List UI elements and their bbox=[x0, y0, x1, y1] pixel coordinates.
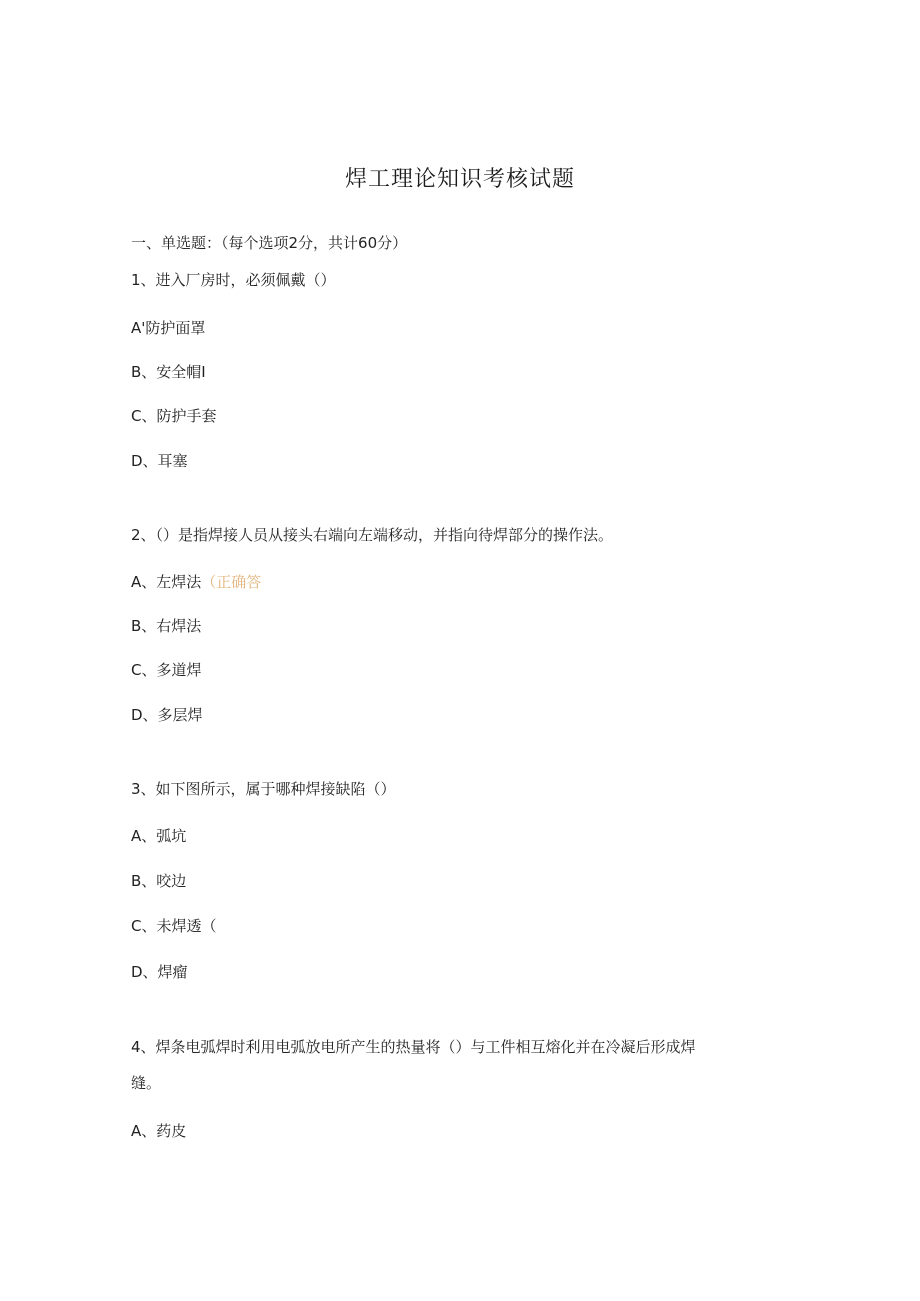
question-4-stem-line-2: 缝。 bbox=[131, 1074, 162, 1092]
question-2-stem: 2、（）是指焊接人员从接头右端向左端移动，并指向待焊部分的操作法。 bbox=[131, 526, 614, 544]
page-title: 焊工理论知识考核试题 bbox=[344, 167, 575, 192]
question-1-option-d: D、耳塞 bbox=[131, 452, 188, 470]
question-3-option-a: A、弧坑 bbox=[131, 827, 187, 845]
question-1-option-a: A'防护面罩 bbox=[131, 319, 206, 337]
question-2-option-a-label: A、左焊法 bbox=[131, 573, 202, 591]
question-2-option-b: B、右焊法 bbox=[131, 617, 202, 635]
section-heading: 一、单选题：（每个选项2分，共计60分） bbox=[131, 234, 408, 252]
question-1-option-b: B、安全帽I bbox=[131, 363, 206, 381]
question-4-stem-line-1: 4、焊条电弧焊时利用电弧放电所产生的热量将（）与工件相互熔化并在冷凝后形成焊 bbox=[131, 1038, 696, 1056]
question-2-option-d: D、多层焊 bbox=[131, 706, 203, 724]
question-2-option-c: C、多道焊 bbox=[131, 661, 202, 679]
question-3-option-d: D、焊瘤 bbox=[131, 963, 188, 981]
question-1-stem: 1、进入厂房时，必须佩戴（） bbox=[131, 271, 336, 289]
question-1-option-c: C、防护手套 bbox=[131, 407, 217, 425]
correct-answer-mark: （正确答 bbox=[201, 573, 262, 591]
question-4-option-a: A、药皮 bbox=[131, 1122, 187, 1140]
question-3-option-c: C、未焊透（ bbox=[131, 917, 217, 935]
question-3-stem: 3、如下图所示，属于哪种焊接缺陷（） bbox=[131, 780, 396, 798]
question-2-option-a bbox=[131, 572, 261, 592]
question-3-option-b: B、咬边 bbox=[131, 872, 187, 890]
